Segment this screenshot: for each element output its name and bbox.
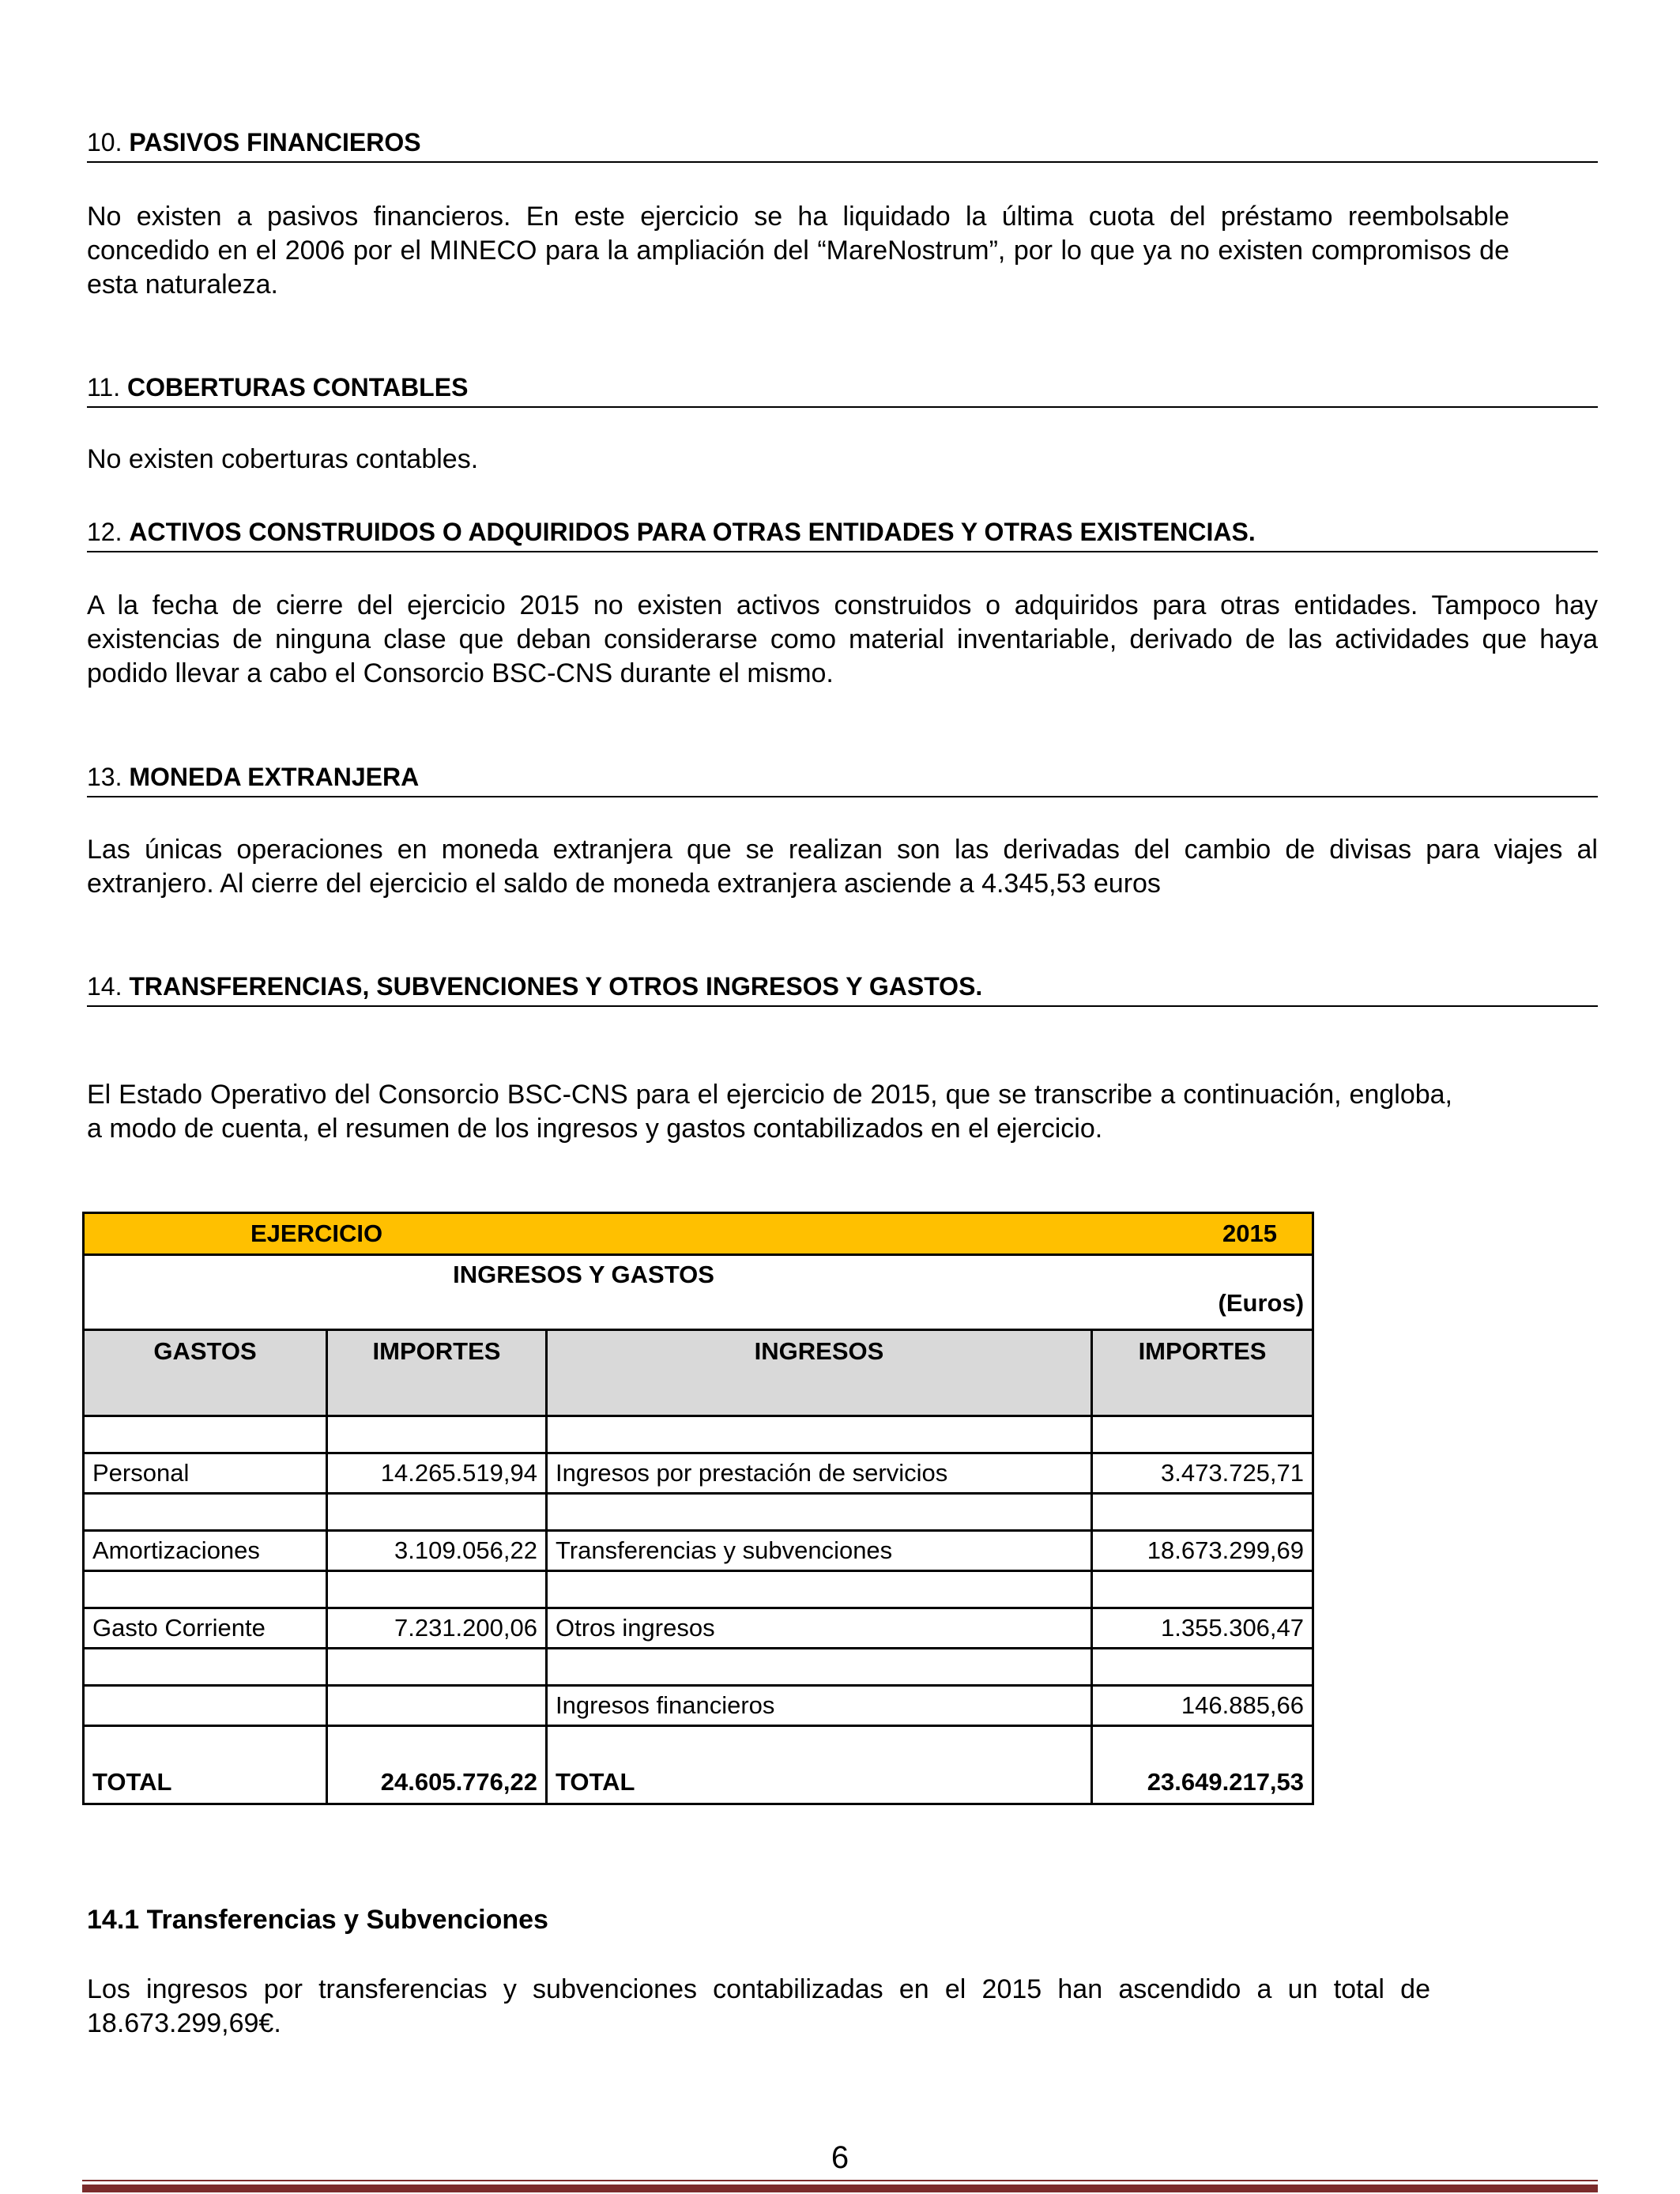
section-14-text: El Estado Operativo del Consorcio BSC-CNS para el ejercicio de 2015, que se transcribe a continuación, engloba, a modo de cuenta, el resumen de los ingresos y gastos contabilizados en el ejercicio.: [87, 1080, 1452, 1144]
section-title: ACTIVOS CONSTRUIDOS O ADQUIRIDOS PARA OTRAS ENTIDADES Y OTRAS EXISTENCIAS.: [129, 518, 1256, 546]
section-number: 12.: [87, 518, 122, 546]
table-cell: 3.473.725,71: [1092, 1453, 1313, 1494]
col-header: IMPORTES: [327, 1330, 547, 1416]
table-spacer-row: [84, 1416, 1313, 1453]
table-year-row: [84, 1213, 1313, 1255]
table-cell: Transferencias y subvenciones: [547, 1531, 1092, 1571]
section-14-heading: [87, 971, 1598, 1007]
ingresos-gastos-table: [82, 1212, 1314, 1805]
col-header: INGRESOS: [547, 1330, 1092, 1416]
table-cell: [327, 1686, 547, 1726]
footer-rule: [82, 2180, 1598, 2181]
table-total-row: [84, 1726, 1313, 1804]
section-12-heading: [87, 516, 1598, 552]
section-11-heading: [87, 371, 1598, 408]
table-row: [84, 1531, 1313, 1571]
section-13-heading: [87, 761, 1598, 797]
section-14-1-text: Los ingresos por transferencias y subvenciones contabilizadas en el 2015 han ascendido a un total de 18.673.299,69€.: [87, 1974, 1430, 2038]
table-spacer-row: [84, 1494, 1313, 1531]
table-spacer-row: [84, 1571, 1313, 1608]
section-10-text: No existen a pasivos financieros. En este ejercicio se ha liquidado la última cuota del préstamo reembolsable concedido en el 2006 por el MINECO para la ampliación del “MareNostrum”, por lo que ya no existen compromisos de esta naturaleza.: [87, 202, 1509, 300]
total-label: TOTAL: [84, 1726, 327, 1804]
table-unit: (Euros): [1218, 1289, 1305, 1317]
table-cell: 3.109.056,22: [327, 1531, 547, 1571]
section-10-heading: [87, 126, 1598, 163]
section-number: 14.: [87, 972, 122, 1001]
table-cell: 7.231.200,06: [327, 1608, 547, 1649]
table-cell: Amortizaciones: [84, 1531, 327, 1571]
table-cell: 18.673.299,69: [1092, 1531, 1313, 1571]
table-cell: Otros ingresos: [547, 1608, 1092, 1649]
table-cell: Ingresos financieros: [547, 1686, 1092, 1726]
section-number: 10.: [87, 128, 122, 156]
col-header: GASTOS: [84, 1330, 327, 1416]
section-number: 11.: [87, 373, 121, 401]
section-title: COBERTURAS CONTABLES: [127, 373, 469, 401]
section-title: PASIVOS FINANCIEROS: [129, 128, 421, 156]
table-row: [84, 1453, 1313, 1494]
table-cell: 1.355.306,47: [1092, 1608, 1313, 1649]
table-cell: Gasto Corriente: [84, 1608, 327, 1649]
table-cell: 146.885,66: [1092, 1686, 1313, 1726]
total-gastos: 24.605.776,22: [327, 1726, 547, 1804]
total-ingresos: 23.649.217,53: [1092, 1726, 1313, 1804]
table-title-cell: [84, 1255, 1313, 1330]
table-header-row: [84, 1330, 1313, 1416]
section-number: 13.: [87, 763, 122, 791]
footer-bar: [82, 2185, 1598, 2192]
page-number: 6: [831, 2140, 849, 2175]
table-spacer-row: [84, 1649, 1313, 1686]
ejercicio-year: 2015: [1222, 1220, 1277, 1247]
table-row: [84, 1608, 1313, 1649]
section-title: TRANSFERENCIAS, SUBVENCIONES Y OTROS INGRESOS Y GASTOS.: [129, 972, 983, 1001]
ejercicio-label: EJERCICIO: [250, 1220, 383, 1247]
table-cell: Personal: [84, 1453, 327, 1494]
section-14-1-title: 14.1 Transferencias y Subvenciones: [87, 1905, 548, 1935]
table-year-cell: [84, 1213, 1313, 1255]
section-13-text: Las únicas operaciones en moneda extranjera que se realizan son las derivadas del cambio de divisas para viajes al extranjero. Al cierre del ejercicio el saldo de moneda extranjera asciende a 4.345,53 euros: [87, 835, 1598, 899]
table-cell: [84, 1686, 327, 1726]
col-header: IMPORTES: [1092, 1330, 1313, 1416]
table-row: [84, 1686, 1313, 1726]
table-cell: Ingresos por prestación de servicios: [547, 1453, 1092, 1494]
table-title: INGRESOS Y GASTOS: [453, 1261, 714, 1288]
table-title-row: [84, 1255, 1313, 1330]
table-cell: 14.265.519,94: [327, 1453, 547, 1494]
section-11-text: No existen coberturas contables.: [87, 444, 479, 474]
total-label: TOTAL: [547, 1726, 1092, 1804]
section-title: MONEDA EXTRANJERA: [129, 763, 420, 791]
section-12-text: A la fecha de cierre del ejercicio 2015 no existen activos construidos o adquiridos para otras entidades. Tampoco hay existencias de ninguna clase que deban considerarse como material inventariable, derivado de las actividades que haya podido llevar a cabo el Consorcio BSC-CNS durante el mismo.: [87, 590, 1598, 688]
